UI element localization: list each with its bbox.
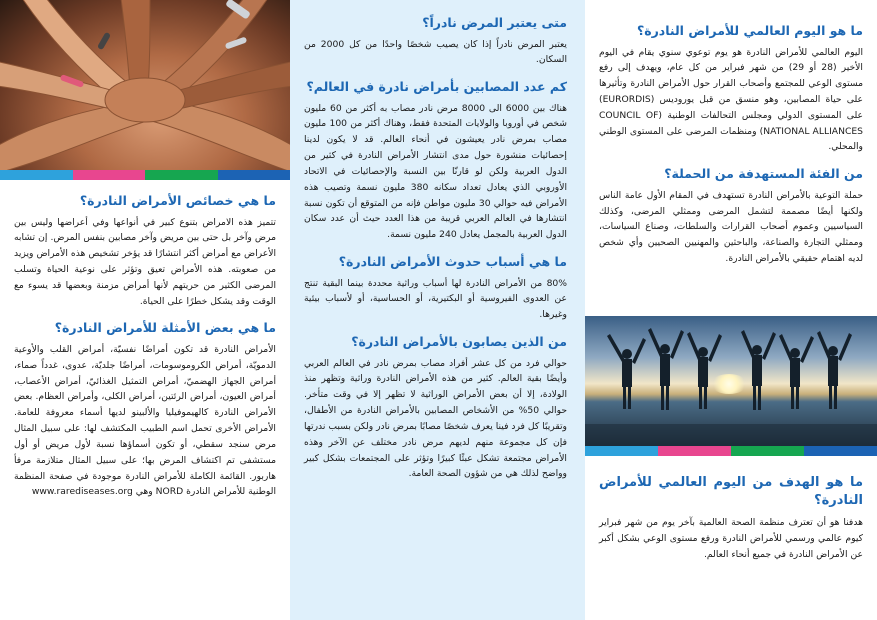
silhouettes-illustration [585, 316, 877, 446]
color-stripe [585, 446, 877, 456]
goal-text: هدفنا هو أن تعترف منظمة الصحة العالمية بآخر يوم من شهر فبراير كيوم عالمي ورسمي للأمراض النادرة ورفع مستوى الوعي بشكل أكبر عن الأمراض النادرة في جميع أنحاء العالم. [599, 517, 863, 561]
hands-together-photo [0, 0, 290, 170]
affected-heading: من الذين يصابون بالأمراض النادرة؟ [351, 334, 567, 350]
examples-section [14, 319, 276, 500]
target-audience-heading: من الفئة المستهدفة من الحملة؟ [664, 166, 863, 182]
causes-heading: ما هي أسباب حدوث الأمراض النادرة؟ [338, 254, 567, 270]
world-day-heading: ما هو اليوم العالمي للأمراض النادرة؟ [636, 23, 863, 38]
goal-heading: ما هو الهدف من اليوم العالمي للأمراض النادرة؟ [599, 475, 863, 509]
prevalence-heading: كم عدد المصابين بأمراض نادرة في العالم؟ [306, 79, 567, 95]
causes-text: 80% من الأمراض النادرة لها أسباب وراثية محددة بينما البقية تنتج عن العدوى الفيروسية أو البكتيرية، أو الحساسية، أو لأسباب بيئية وغيرها. [304, 277, 567, 321]
definition-text: يعتبر المرض نادراً إذا كان يصيب شخصًا واحدًا من كل 2000 من السكان. [304, 38, 567, 66]
characteristics-heading: ما هي خصائص الأمراض النادرة؟ [79, 193, 276, 208]
characteristics-text: تتميز هذه الامراض بتنوع كبير في أنواعها وفي أعراضها وليس بين مرض وآخر بل حتى بين مريض وآخر مصابين بنفس المرض. إن تشابه الأعراض مع أمراض أكثر انتشارًا قد يؤخر تشخيص هذه الأمراض ويزيد من صعوبته. هذه الأمراض تعيق وتؤثر على نوعية الحياة وتسلب المرضى الكثير من حريتهم لأنها أمراض مزمنة وبعضها قد يسوء مع الوقت وقد يشكل خطرًا على الحياة. [14, 216, 276, 307]
prevalence-text: هناك بين 6000 الى 8000 مرض نادر مصاب به أكثر من 60 مليون شخص في أوروبا والولايات المتحدة فقط، وهناك أكثر من 100 مليون مصاب بمرض نادر يعيشون في أنحاء العالم. قد لا يكون لدينا إحصائيات منشورة حول مدى انتشار الأمراض النادرة في كثير من الدول العربية ولكن لو قارنّا بين النسبة والإحصائيات في الاتحاد الأوروبي الذي يعادل تعداد سكانه 380 مليون نسمة وتصيب هذه الأمراض فيه حوالي 30 مليون مواطن فإنه من المتوقع أن تكون نسبة انتشارها في العالم العربي قريبة من هذا العدد حيث أن عدد سكان الدول العربية بالمجمل يعادل 240 مليون نسمة. [304, 102, 568, 241]
world-day-text: اليوم العالمي للأمراض النادرة هو يوم توعوي سنوي يقام في اليوم الأخير (28 أو 29) من شهر فبراير من كل عام، ويهدف إلى رفع مستوى الوعي للمجتمع وأصحاب القرار حول الأمراض النادرة وتأثيرها على حياة المصابين، وهو منسق من قبل يوروديس (EURORDIS) على المستوى الدولي ومجلس التحالفات الوطنية (COUNCIL OF NATIONAL ALLIANCES) ومنظمات المرضى على المستوى الوطني والمحلي. [599, 46, 863, 153]
definition-section [304, 14, 567, 68]
affected-text: حوالي فرد من كل عشر أفراد مصاب بمرض نادر في العالم العربي وأيضًا بقية العالم. كثير من هذه الأمراض النادرة وراثية وتظهر منذ الولادة، إلا أن بعض الأمراض الوراثية لا تظهر إلا في وقت متأخر. حوالي 50% من الأشخاص المصابين بالأمراض النادرة من الأطفال، وتقريبًا كل فرد فينا يعرف شخصًا مصابًا بمرض نادر ولكن بسبب ندرتها فإن كل مجموعة منهم لديهم مرض نادر مختلف عن الآخر وهذه الأمراض مجتمعة تشكل عبئًا كبيرًا وتؤثر على المجتمعات بشكل كبير وواضح لذلك هي من شؤون الصحة العامة. [304, 357, 567, 480]
right-column [585, 0, 877, 620]
causes-section [304, 253, 567, 323]
examples-heading: ما هي بعض الأمثلة للأمراض النادرة؟ [54, 320, 276, 336]
examples-text: الأمراض النادرة قد تكون أمراضًا نفسيّة، أمراض القلب والأوعية الدمويّة، أمراض الكروموسومات، أمراضًا جلديّة، عدوى، غدداً صماء، أمراض الجهاز الهضميّ، أمراض التمثيل الغذائيّ، أمراض الأعصاب، أمراض العيون، أمراض الرئتين، أمراض الكلى، وأمراض العظام. بعض الأمراض النادرة كالهيموفيليا والألبينو لديها أسماء معروفة للعامة. الأمراض الأخرى تحمل اسم الطبيب المكتشف لها: على سبيل المثال مرض سنجد سقطي، أو تكون أسماؤها نسبة لأول مريض أو أول مستشفى تم اكتشاف المرض بها؛ على سبيل المثال متلازمة مرفأ هاربور. القائمة الكاملة للأمراض النادرة موجودة في صفحة المنظمة الوطنية للأمراض النادرة NORD وهي www.rarediseases.org [14, 343, 276, 498]
hands-illustration [0, 0, 290, 170]
people-raising-hands-beach-photo [585, 316, 877, 446]
prevalence-section [304, 78, 567, 243]
world-day-section [599, 22, 863, 155]
definition-heading: متى يعتبر المرض نادراً؟ [422, 15, 567, 30]
middle-column [290, 0, 585, 620]
goal-section [599, 474, 863, 563]
target-audience-text: حملة التوعية بالأمراض النادرة تستهدف في المقام الأول عامة الناس ولكنها أيضًا مصممة لتشمل المرضى وممثلي المرضى، وكذلك السياسيين وعموم أصحاب القرارات والسلطات، وصناع السياسات، وممثلي التجارة والصناعة، والباحثين والمهنيين الصحيين وأي شخص لديه اهتمام حقيقي بالأمراض النادرة. [599, 189, 863, 265]
characteristics-section [14, 192, 276, 309]
left-column [0, 0, 290, 620]
color-stripe [0, 170, 290, 180]
target-audience-section [599, 165, 863, 267]
affected-section [304, 333, 567, 482]
